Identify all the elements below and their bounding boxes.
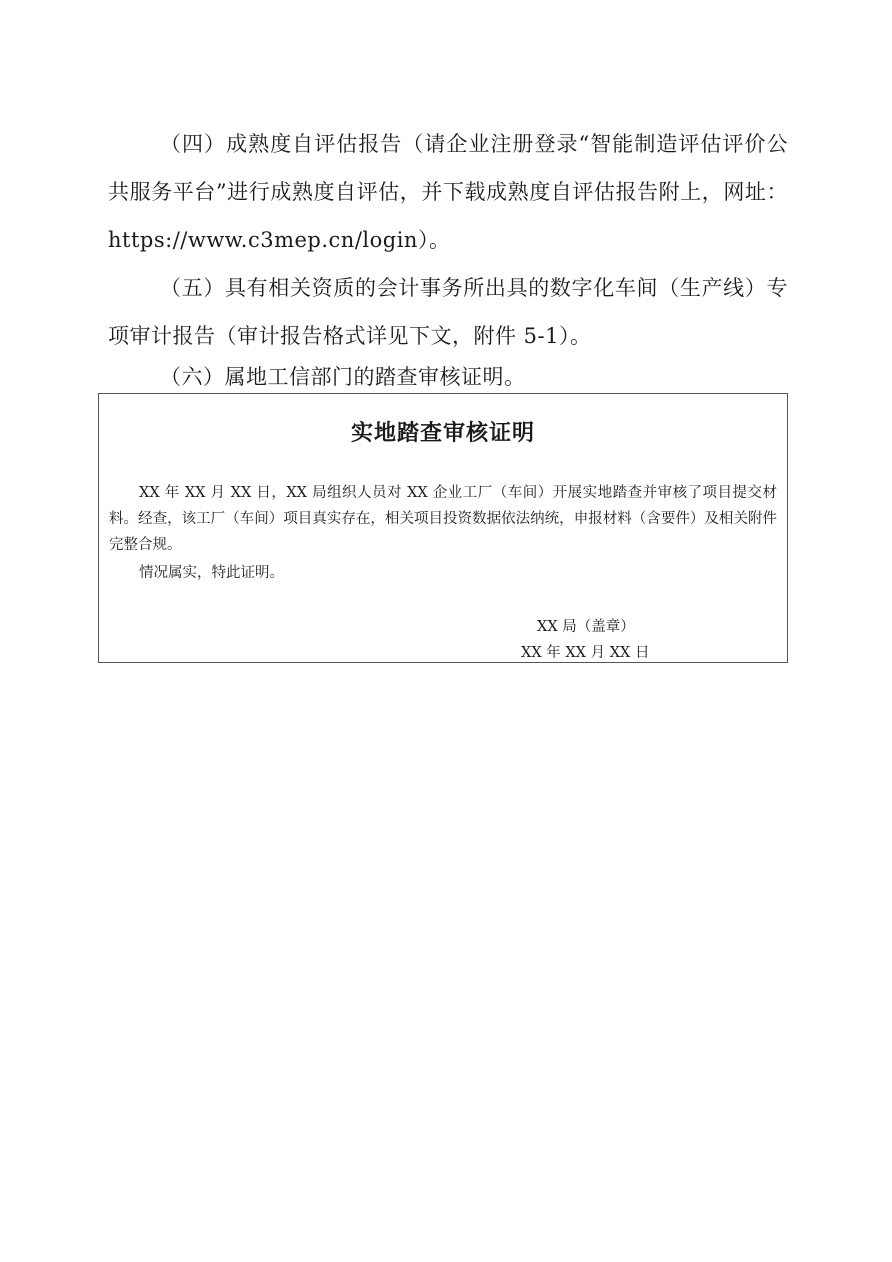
- item-6-inspection-proof: （六）属地工信部门的踏查审核证明。: [160, 365, 526, 389]
- certificate-title: 实地踏查审核证明: [350, 420, 535, 446]
- item-5-audit-report: （五）具有相关资质的会计事务所出具的数字化车间（生产线）专项审计报告（审计报告格式详见下文，附件 5-1）。: [108, 276, 788, 348]
- certificate-date: XX 年 XX 月 XX 日: [521, 645, 650, 661]
- certificate-closing: 情况属实，特此证明。: [139, 565, 284, 581]
- certificate-box: [98, 393, 788, 663]
- certificate-body: XX 年 XX 月 XX 日，XX 局组织人员对 XX 企业工厂（车间）开展实地踏查并审核了项目提交材料。经查，该工厂（车间）项目真实存在，相关项目投资数据依法纳统，申报材料（含要件）及相关附件完整合规。: [109, 485, 777, 553]
- item-4-maturity-report: （四）成熟度自评估报告（请企业注册登录“智能制造评估评价公共服务平台”进行成熟度自评估，并下载成熟度自评估报告附上，网址：https://www.c3mep.cn/login）。: [108, 132, 788, 252]
- certificate-signature: XX 局（盖章）: [537, 619, 635, 635]
